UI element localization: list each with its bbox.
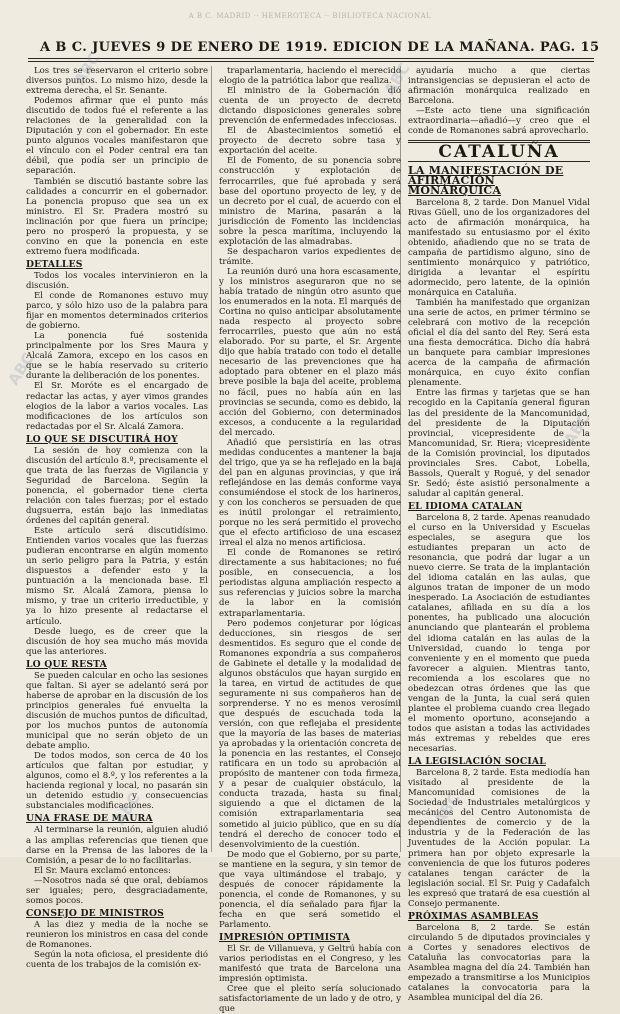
paragraph: ayudaría mucho a que ciertas intransigencias se depusieran el acto de afirmación monárquica realizado en Barcelona.: [408, 66, 590, 107]
watermark-logo: ABC: [380, 59, 414, 99]
paragraph: Desde luego, es de creer que la discusión de hoy sea mucho más movida que las anteriores.: [26, 626, 208, 657]
paragraph: Barcelona 8, 2 tarde. Don Manuel Vidal Rivas Güell, uno de los organizadores del acto de afirmación monárquica, ha manifestado su entusiasmo por el éxito obtenido, añadiendo que no se trata de campaña de partidismo alguno, sino de sentimiento monárquico y patriótico, dirigida a levantar el espíritu adormecido, pero latente, de la opinión monárquica en Cataluña.: [408, 197, 590, 298]
paragraph: A las diez y media de la noche se reunieron los ministros en casa del conde de Romanones.: [26, 919, 208, 950]
section-heading: LA MANIFESTACIÓN DE AFIRMACIÓN MONÁRQUICA: [408, 164, 564, 198]
paragraph: La reunión duró una hora escasamente, y los ministros aseguraron que no se había tratado de ningún otro asunto que los enumerados en la nota. El marqués de Cortina no quiso anticipar absolutamente nada respecto al proyecto sobre ferrocarriles, puesto que aún no está elaborado. Por su parte, el Sr. Argente dijo que había tratado con todo el detalle necesario de las prevenciones que ha adoptado para obtener en el plazo más breve posible la baja del aceite, problema no fácil, pues no había aún en las provincias se secunda, como es debido, la acción del Gobierno, con determinados excesos, a conducente a la regularidad del mercado.: [219, 266, 401, 438]
region-title: CATALUÑA: [438, 142, 560, 163]
paragraph: Se pueden calcular en ocho las sesiones que faltan. Si ayer se adelantó será por haberse de aprobar en la discusión de los principios generales fué envuelta la discusión de muchos puntos de dificultad, por los muchos puntos de autonomía municipal que no serán objeto de un debate amplio.: [26, 670, 208, 752]
paragraph: Podemos afirmar que el punto más discutido de todos fué el referente a las relaciones de la generalidad con la Diputación y con el gobernador. En este punto algunos vocales manifestaron que el vínculo con el Poder central era tan débil, que podía ser un principio de separación.: [26, 96, 208, 177]
paragraph: —Este acto tiene una significación extraordinaria—añadió—y creo que el conde de Romanones sabrá aprovecharlo.: [408, 106, 590, 137]
page-header: A B C. JUEVES 9 DE ENERO DE 1919. EDICION DE LA MAÑANA. PAG. 15: [40, 40, 600, 55]
paragraph: Añadió que persistiría en las otras medidas conducentes a mantener la baja del trigo, que ya se ha reflejado en la baja del pan en algunas provincias, y que irá reflejándose en las demás conforme vaya consumiéndose el stock de los harineros, y con los concheros se persuaden de que es inútil prolongar el retraimiento, porque no les será permitido el provecho que el efecto artificioso de una escasez irreal el alza no menos artificiosa.: [219, 437, 401, 549]
paragraph: Según la nota oficiosa, el presidente dió cuenta de los trabajos de la comisión ex-: [26, 950, 208, 971]
paragraph: Al terminarse la reunión, alguien aludió a las amplias referencias que tienen que darse en la Prensa de las labores de la Comisión, a pesar de lo no facilitarlas.: [26, 825, 208, 866]
paragraph: La ponencia fué sostenida principalmente por los Sres Maura y Alcalá Zamora, excepo en los casos en que se le había reservado su criterio durante la deliberación de los ponentes.: [26, 331, 208, 382]
paragraph: También ha manifestado que organizan una serie de actos, en primer término se celebrará con motivo de la recepción oficial el día del santo del Rey. Será esta una fiesta democrática. Dicho día habrá un banquete para cambiar impresiones acerca de la campaña de afirmación monárquica, en cuyo éxito confían plenamente.: [408, 297, 590, 389]
watermark-logo: ABC: [4, 349, 38, 389]
column-1: [26, 66, 208, 971]
paragraph: Se despacharon varios expedientes de trámite.: [219, 246, 401, 267]
section-heading: PRÓXIMAS ASAMBLEAS: [408, 910, 539, 922]
paragraph: De todos modos, son cerca de 40 los artículos que faltan por estudiar, y algunos, como el 8.º, y los referentes a la hacienda regional y local, no pasarán sin un detenido estudio y consecuencias substanciales modificaciones.: [26, 751, 208, 812]
paragraph: El de Fomento, de su ponencia sobre construcción y explotación de ferrocarriles, que fué aprobada y será base del oportuno proyecto de ley, y de un decreto por el cual, de acuerdo con el ministro de Marina, pasarán a la jurisdicción de Fomento las incidencias sobre la pesca marítima, incluyendo la explotación de las almadrabas.: [219, 156, 401, 247]
paragraph: El Sr. de Villanueva, y Geltrú había con varios periodistas en el Congreso, y les manifestó que trata de Barcelona una impresión optimista.: [219, 944, 401, 985]
column-3: [408, 66, 590, 1004]
paragraph: También se discutió bastante sobre las calidades a concurrir en el gobernador. La ponencia propuso que sea un ex ministro. El Sr. Pradera mostró su inclinación por que fuera un príncipe; pero no prosperó la propuesta, y se convino en que la ponencia en este extremo fuera modificada.: [26, 176, 208, 257]
header-rule-top: [28, 58, 594, 59]
paragraph: El conde de Romanones se retiró directamente a sus habitaciones; no fué posible, en consecuencia, a los periodistas alguna ampliación respecto a sus referencias y juicios sobre la marcha de la labor en la comisión extraparlamentaria.: [219, 548, 401, 619]
section-heading: CONSEJO DE MINISTROS: [26, 907, 164, 919]
paragraph: De modo que el Gobierno, por su parte, se mantiene en la segura, y sin temor de que vaya ultimándose el trabajo, y después de conocer rápidamente la ponencia, el conde de Romanones, y su ponencia, el día señalado para fijar la fecha en que será sometido el Parlamento.: [219, 849, 401, 930]
watermark-logo: ABC: [560, 409, 594, 449]
header-rule-bottom: [28, 61, 594, 62]
column-2: [219, 66, 401, 1014]
paragraph: Barcelona 8, 2 tarde. Se están circulando 5 de diputados provinciales y a Cortes y senadores electivos de Cataluña las convocatorias para la Asamblea magna del día 24. También han empezado a transmitirse a los Municipios catalanes la convocatoria para la Asamblea municipal del día 26.: [408, 922, 590, 1004]
section-heading: IMPRESIÓN OPTIMISTA: [219, 932, 350, 944]
paragraph: Pero podemos conjeturar por lógicas deducciones, sin riesgos de ser desmentidos. Es seguro que el conde de Romanones expondría a sus compañeros de Gabinete el detalle y la modalidad de algunos obstáculos que hayan surgido en la tarea, en virtud de actitudes de que seguramente ni sus compañeros han de sorprenderse. Y no es menos verosímil que después de escuchada toda la versión, con que reflejaba el presidente que la mayoría de las bases de materias ya aprobadas y la orientación concreta de la ponencia en las restantes, el Consejo ratificara en un todo su aprobación al propósito de mantener con toda firmeza, y a pesar de cualquier obstáculo, la conducta trazada, hasta su final; siguiendo a que el dictamen de la comisión extraparlamentaria sea sometido al juicio público, que en su día tendrá el derecho de conocer todo el desenvolvimiento de la cuestión.: [219, 618, 401, 850]
paragraph: Entre las firmas y tarjetas que se han recogido en la Capitanía general figuran las del presidente de la Mancomunidad, del presidente de la Diputación provincial, vicepresidente de la Mancomunidad, Sr. Riera; vicepresidente de la Comisión provincial, los diputados provinciales Sres. Cabot, Lobella, Bassols, Queralt y Rogué, y del senador Sr. Sedó; éste asistió personalmente a saludar al capitán general.: [408, 388, 590, 499]
section-heading: LO QUE RESTA: [26, 658, 108, 670]
paragraph: traparlamentaria, haciendo el merecido elogio de la patriótica labor que realiza.: [219, 66, 401, 87]
paragraph: Cree que el pleito sería solucionado satisfactoriamente de un lado y de otro, y que: [219, 984, 401, 1014]
paragraph: Este artículo será discutidísimo. Entienden varios vocales que las fuerzas pudieran encontrarse en algún momento un serio peligro para la Patria, y están dispuestos a defender esto y la puntuación a la mencionada base. El mismo Sr. Alcalá Zamora, piensa lo mismo, y trae un criterio irreductible, y ya lo hizo presente al redactarse el artículo.: [26, 526, 208, 627]
paragraph: El conde de Romanones estuvo muy parco, y sólo hizo uso de la palabra para fijar en momentos determinados criterios de gobierno.: [26, 291, 208, 332]
section-heading: LA LEGISLACIÓN SOCIAL: [408, 756, 546, 768]
section-heading: DETALLES: [26, 258, 83, 270]
watermark-logo: ABC: [70, 49, 104, 89]
paragraph: Los tres se reservaron el criterio sobre diversos puntos. Lo mismo hizo, desde la extrema derecha, el Sr. Senante.: [26, 66, 208, 97]
column-divider-1: [211, 66, 212, 852]
paragraph: La sesión de hoy comienza con la discusión del artículo 8.º, precisamente el que trata de las fuerzas de Vigilancia y Seguridad de Barcelona. Según la ponencia, el gobernador tiene cierta relación con tales fuerzas; por el estado dugsuerra, están bajo las inmediatas órdenes del capitán general.: [26, 445, 208, 527]
paragraph: Todos los vocales intervinieron en la discusión.: [26, 270, 208, 291]
paragraph: El de Abastecimientos sometió el proyecto de decreto sobre tasa y exportación del aceite.: [219, 126, 401, 157]
paragraph: Barcelona 8, 2 tarde. Apenas reanudado el curso en la Universidad y Escuelas especiales, se asegura que los estudiantes preparan un acto de resonancia, que podrá dar lugar a un nuevo cierre. Se trata de la implantación del idioma catalán en las aulas, que algunos tratan de imponer de un modo inesperado. La Asociación de estudiantes catalanes, afiliada en su día a los ponentes, ha publicado una alocución anunciando que plantearán el problema del idioma catalán en las aulas de la Universidad, cuando lo tenga por conveniente y en el momento que pueda favorecer a alguien. Mientras tanto, recomienda a los escolares que no obedezcan otras órdenes que las que vengan de la Junta, la cual será quien plantee el problema cuando crea llegado el momento oportuno, aconsejando a todos que asistan a todas las actividades más extremas y rebeldes que eres necesarias.: [408, 512, 590, 755]
paragraph: El Sr. Moróte es el encargado de redactar las actas, y ayer vimos grandes elogios de la labor a varios vocales. Las modificaciones de los artículos son redactadas por el Sr. Alcalá Zamora.: [26, 381, 208, 432]
paragraph: —Nosotros nada sé que oral, debíamos ser iguales; pero, desgraciadamente, somos pocos.: [26, 875, 208, 906]
section-heading: EL IDIOMA CATALAN: [408, 500, 523, 512]
section-heading: LO QUE SE DISCUTIRÁ HOY: [26, 433, 178, 445]
section-heading: UNA FRASE DE MAURA: [26, 813, 153, 825]
top-note: A B C. MADRID ·· HEMEROTECA ·· BIBLIOTECA NACIONAL: [188, 12, 432, 20]
paragraph: El Sr. Maura exclamó entonces:: [34, 865, 171, 876]
watermark-logo: ABC: [430, 789, 464, 829]
paragraph: El ministro de la Gobernación dió cuenta de un proyecto de decreto dictando disposiciones generales sobre prevención de enfermedades infecciosas.: [219, 86, 401, 127]
watermark-logo: ABC: [110, 789, 144, 829]
paragraph: Barcelona 8, 2 tarde. Esta mediodía han visitado al presidente de la Mancomunidad comisiones de la Sociedad de Industriales metalúrgicos y mecánicos del Centro Autonomista de dependientes de comercio y de la industria y de la Federación de las Juventudes de la Acción popular. La primera han por objeto expresarle la conveniencia de que los futuros poderes catalanes tengan carácter de la legislación social. El Sr. Puig y Cadafalch les expresó que tratará de esa cuestión al Consejo permanente.: [408, 768, 590, 909]
